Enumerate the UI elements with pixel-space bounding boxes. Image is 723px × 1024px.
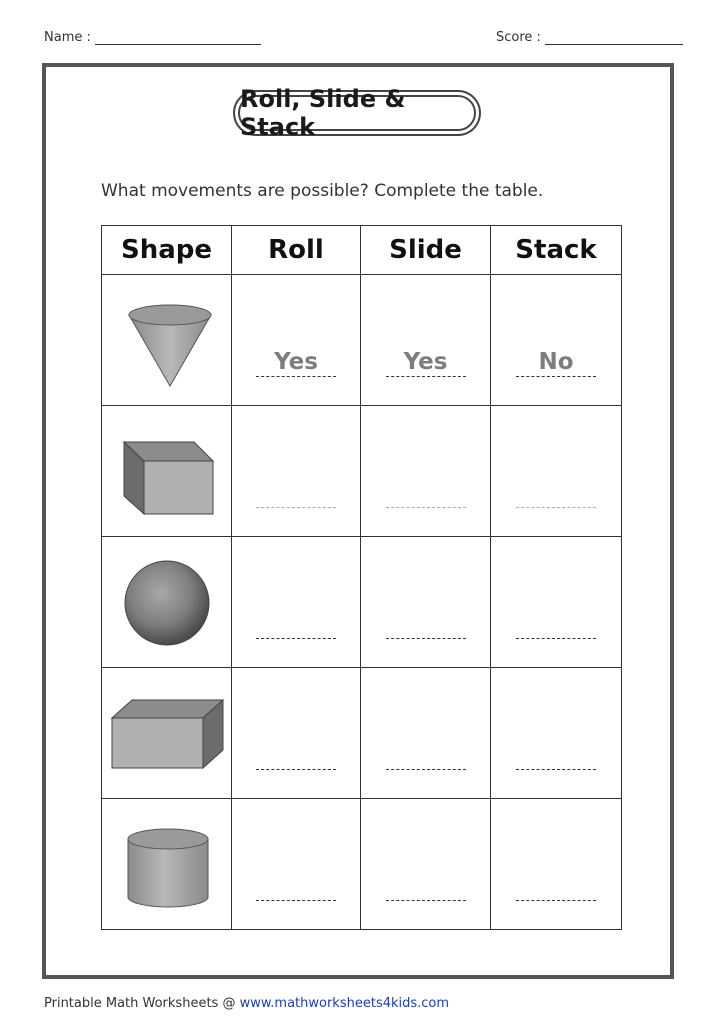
sphere-icon [102,537,232,667]
header-stack: Stack [491,226,622,275]
table-row [102,275,622,406]
answer-line [256,507,336,508]
table-row [102,537,622,668]
answer-text: Yes [403,349,448,375]
answer-cell-stack[interactable] [491,799,622,930]
cube-icon [102,406,232,536]
answer-line [516,769,596,770]
table-row [102,406,622,537]
footer-link[interactable]: www.mathworksheets4kids.com [239,996,450,1011]
answer-line [516,376,596,377]
footer [44,996,449,1011]
answer-cell-roll[interactable] [232,799,361,930]
table-row [102,799,622,930]
answer-cell-slide[interactable] [361,275,491,406]
cylinder-icon [102,799,232,929]
answer-cell-stack[interactable] [491,668,622,799]
shape-cell [102,668,232,799]
answer-cell-stack[interactable] [491,406,622,537]
score-label: Score : [496,30,541,45]
answer-cell-roll[interactable] [232,406,361,537]
footer-text: Printable Math Worksheets @ [44,996,240,1011]
score-line[interactable] [545,30,683,45]
answer-line [386,769,466,770]
table-header-row [102,226,622,275]
page-title: Roll, Slide & Stack [238,95,476,131]
cuboid-icon [102,668,232,798]
shape-cell [102,406,232,537]
table-row [102,668,622,799]
answer-line [256,638,336,639]
movement-table [101,225,622,930]
answer-cell-slide[interactable] [361,668,491,799]
answer-cell-roll[interactable] [232,537,361,668]
answer-text: No [538,349,574,375]
title-banner [233,85,481,141]
answer-line [516,638,596,639]
shape-cell [102,275,232,406]
header-shape: Shape [102,226,232,275]
answer-cell-stack[interactable] [491,537,622,668]
answer-line [386,376,466,377]
shape-cell [102,799,232,930]
answer-line [386,900,466,901]
answer-line [256,900,336,901]
answer-line [516,900,596,901]
answer-cell-stack[interactable] [491,275,622,406]
answer-line [386,638,466,639]
name-label: Name : [44,30,91,45]
name-field[interactable] [44,30,261,45]
header-roll: Roll [232,226,361,275]
name-line[interactable] [95,30,261,45]
shape-cell [102,537,232,668]
header-slide: Slide [361,226,491,275]
answer-cell-slide[interactable] [361,537,491,668]
answer-cell-roll[interactable] [232,275,361,406]
answer-line [516,507,596,508]
answer-line [386,507,466,508]
score-field[interactable] [496,30,683,45]
answer-cell-slide[interactable] [361,799,491,930]
cone-icon [102,275,232,405]
instructions: What movements are possible? Complete the table. [101,181,544,201]
answer-line [256,769,336,770]
answer-line [256,376,336,377]
answer-cell-slide[interactable] [361,406,491,537]
answer-text: Yes [274,349,318,375]
answer-cell-roll[interactable] [232,668,361,799]
